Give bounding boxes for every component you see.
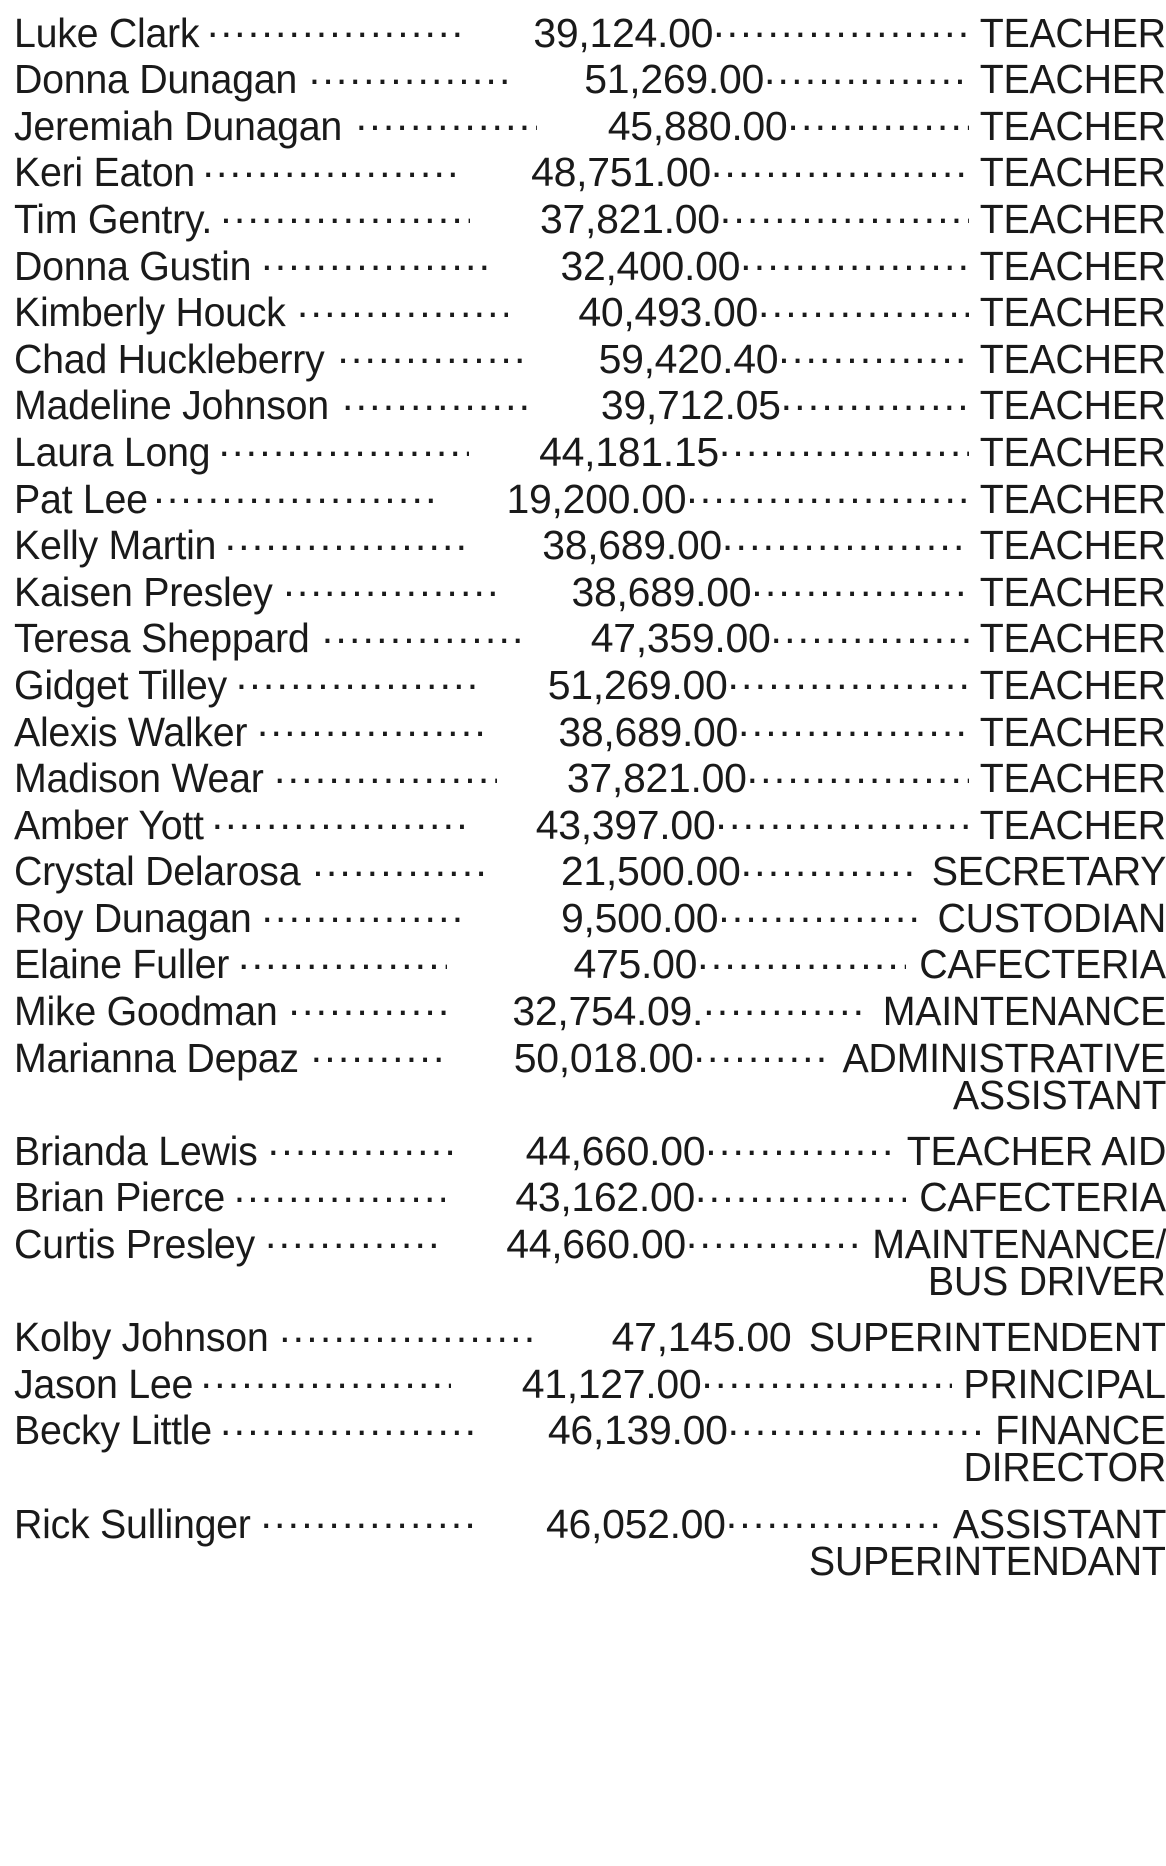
salary-amount: 50,018.00 [513, 1034, 694, 1081]
amount-cell [488, 709, 738, 756]
salary-amount: 40,493.00 [578, 289, 759, 336]
job-title: TEACHER [979, 195, 1166, 242]
employee-name: Rick Sullinger [14, 1500, 251, 1547]
job-title: CAFECTERIA [919, 941, 1166, 988]
dot-leader-name-to-amount [312, 839, 490, 886]
amount-cell [528, 336, 778, 383]
dot-leader-amount-to-title [718, 885, 925, 932]
dot-leader-amount-to-title [711, 140, 969, 187]
dot-leader-amount-to-title [778, 326, 969, 373]
employee-name: Elaine Fuller [14, 941, 230, 988]
dot-leader-name-to-amount [322, 606, 521, 653]
dot-leader-amount-to-title [703, 978, 868, 1025]
dot-leader-name-to-amount [201, 1351, 452, 1398]
dot-leader-name-to-amount [342, 373, 531, 420]
dot-leader-name-to-amount [236, 652, 478, 699]
dot-leader-name-to-amount [238, 932, 447, 979]
job-title: MAINTENANCE/ [872, 1221, 1166, 1268]
amount-cell [445, 1174, 695, 1221]
dot-leader-name-to-amount [279, 1305, 541, 1352]
dot-leader-name-to-amount [261, 885, 468, 932]
dot-leader-name-to-amount [356, 93, 538, 140]
employee-name: Tim Gentry. [14, 195, 213, 242]
amount-cell [455, 1128, 705, 1175]
job-title: TEACHER [979, 428, 1166, 475]
salary-amount: 19,200.00 [506, 475, 687, 522]
job-title: TEACHER [979, 289, 1166, 336]
amount-cell [477, 662, 727, 709]
dot-leader-amount-to-title [758, 280, 969, 327]
job-title-continuation-text: SUPERINTENDANT [809, 1537, 1166, 1584]
salary-amount: 43,397.00 [535, 801, 716, 848]
job-title: TEACHER AID [906, 1127, 1166, 1174]
dot-leader-amount-to-title [738, 699, 969, 746]
amount-cell [436, 1221, 686, 1268]
dot-leader-name-to-amount [288, 978, 453, 1025]
amount-cell [436, 476, 686, 523]
employee-name: Kaisen Presley [14, 568, 273, 615]
job-title: ASSISTANT [952, 1500, 1166, 1547]
dot-leader-amount-to-title [741, 839, 919, 886]
job-title: TEACHER [979, 661, 1166, 708]
amount-cell [469, 429, 719, 476]
job-title: TEACHER [979, 568, 1166, 615]
salary-amount: 38,689.00 [542, 522, 722, 569]
dot-leader-name-to-amount [220, 186, 469, 233]
employee-name: Laura Long [14, 428, 211, 475]
job-title: TEACHER [979, 242, 1166, 289]
dot-leader-amount-to-title [701, 1351, 952, 1398]
job-title: MAINTENANCE [882, 988, 1166, 1035]
dot-leader-amount-to-title [787, 93, 969, 140]
salary-amount: 46,052.00 [545, 1500, 726, 1547]
job-title: PRINCIPAL [963, 1360, 1166, 1407]
employee-name: Becky Little [14, 1407, 212, 1454]
dot-leader-amount-to-title [705, 1118, 893, 1165]
dot-leader-amount-to-title [713, 0, 969, 47]
employee-name: Mike Goodman [14, 988, 278, 1035]
dot-leader-amount-to-title [693, 1025, 826, 1072]
salary-amount: 59,420.40 [598, 335, 779, 382]
dot-leader-amount-to-title [720, 186, 969, 233]
employee-name: Brian Pierce [14, 1174, 225, 1221]
dot-leader-amount-to-title [697, 932, 906, 979]
employee-name: Madeline Johnson [14, 382, 329, 429]
dot-leader-amount-to-title [740, 233, 969, 280]
amount-cell [447, 941, 697, 988]
amount-cell [491, 848, 741, 895]
salary-amount: 37,821.00 [540, 195, 720, 242]
dot-leader-amount-to-title [747, 746, 970, 793]
dot-leader-name-to-amount [257, 699, 488, 746]
job-title: TEACHER [979, 56, 1166, 103]
salary-amount: 43,162.00 [515, 1174, 696, 1221]
salary-row [14, 1305, 1166, 1361]
employee-name: Gidget Tilley [14, 661, 227, 708]
dot-leader-name-to-amount [268, 1118, 456, 1165]
job-title: TEACHER [979, 801, 1166, 848]
dot-leader-name-to-amount [207, 0, 463, 47]
amount-cell [451, 1361, 701, 1408]
employee-name: Jeremiah Dunagan [14, 102, 342, 149]
employee-name: Jason Lee [14, 1360, 194, 1407]
amount-cell [472, 522, 722, 569]
salary-amount: 47,359.00 [590, 615, 771, 662]
dot-leader-name-to-amount [297, 280, 508, 327]
salary-amount: 32,754.09. [512, 988, 704, 1035]
employee-name: Donna Dunagan [14, 56, 297, 103]
employee-name: Luke Clark [14, 9, 200, 56]
job-title: CUSTODIAN [937, 894, 1166, 941]
salary-amount: 39,712.05 [600, 382, 781, 429]
employee-name: Brianda Lewis [14, 1127, 258, 1174]
dot-leader-name-to-amount [212, 792, 466, 839]
dot-leader-amount-to-title [764, 47, 969, 94]
amount-cell [514, 56, 764, 103]
salary-amount: 37,821.00 [566, 755, 747, 802]
salary-row [14, 1118, 1166, 1174]
dot-leader-amount-to-title [728, 1398, 986, 1445]
dot-leader-name-to-amount [274, 746, 497, 793]
job-title: ADMINISTRATIVE [842, 1034, 1166, 1081]
salary-amount: 51,269.00 [547, 661, 728, 708]
job-title: SUPERINTENDENT [809, 1314, 1166, 1361]
salary-amount: 39,124.00 [533, 9, 714, 56]
amount-cell [490, 243, 740, 290]
amount-cell [453, 988, 703, 1035]
job-title: SECRETARY [931, 848, 1166, 895]
salary-amount: 475.00 [573, 941, 698, 988]
employee-name: Kelly Martin [14, 522, 217, 569]
dot-leader-amount-to-title [719, 419, 969, 466]
employee-name: Alexis Walker [14, 708, 248, 755]
dot-leader-name-to-amount [153, 466, 436, 513]
job-title: TEACHER [979, 475, 1166, 522]
salary-amount: 32,400.00 [560, 242, 741, 289]
salary-amount: 38,689.00 [571, 568, 752, 615]
employee-name: Donna Gustin [14, 242, 252, 289]
salary-row [14, 1491, 1166, 1547]
job-title: TEACHER [979, 382, 1166, 429]
dot-leader-name-to-amount [311, 1025, 444, 1072]
dot-leader-name-to-amount [218, 419, 468, 466]
dot-leader-amount-to-title [781, 373, 970, 420]
dot-leader-name-to-amount [202, 140, 460, 187]
dot-leader-name-to-amount [220, 1398, 478, 1445]
job-title: FINANCE [995, 1407, 1166, 1454]
employee-name: Madison Wear [14, 755, 264, 802]
salary-amount: 45,880.00 [607, 102, 788, 149]
dot-leader-name-to-amount [261, 233, 490, 280]
dot-leader-amount-to-title [726, 1491, 941, 1538]
salary-amount: 44,660.00 [525, 1127, 706, 1174]
dot-leader-amount-to-title [751, 559, 969, 606]
amount-cell [470, 196, 720, 243]
dot-leader-amount-to-title [770, 606, 969, 653]
dot-leader-name-to-amount [337, 326, 528, 373]
salary-amount: 44,660.00 [506, 1221, 686, 1268]
employee-name: Curtis Presley [14, 1221, 255, 1268]
employee-name: Pat Lee [14, 475, 148, 522]
salary-amount: 46,139.00 [547, 1407, 728, 1454]
job-title-continuation-text: BUS DRIVER [928, 1258, 1166, 1305]
amount-cell [468, 895, 718, 942]
employee-name: Kimberly Houck [14, 289, 286, 336]
job-title: TEACHER [979, 102, 1166, 149]
salary-amount: 21,500.00 [560, 848, 741, 895]
job-title: TEACHER [979, 149, 1166, 196]
employee-name: Crystal Delarosa [14, 848, 301, 895]
salary-amount: 51,269.00 [584, 56, 764, 103]
employee-name: Kolby Johnson [14, 1314, 269, 1361]
job-title: TEACHER [979, 708, 1166, 755]
salary-amount: 44,181.15 [539, 428, 719, 475]
employee-name: Chad Huckleberry [14, 335, 325, 382]
dot-leader-amount-to-title [727, 652, 969, 699]
job-title: TEACHER [979, 335, 1166, 382]
salary-amount: 47,145.00 [611, 1314, 792, 1361]
employee-name: Marianna Depaz [14, 1034, 299, 1081]
salary-amount: 38,689.00 [558, 708, 739, 755]
amount-cell [501, 569, 751, 616]
amount-cell [478, 1407, 728, 1454]
salary-amount: 48,751.00 [531, 149, 711, 196]
dot-leader-amount-to-title [715, 792, 969, 839]
job-title: TEACHER [979, 9, 1166, 56]
dot-leader-amount-to-title [686, 1211, 857, 1258]
amount-cell [476, 1501, 726, 1548]
employee-name: Teresa Sheppard [14, 615, 310, 662]
job-title-continuation-text: DIRECTOR [963, 1444, 1166, 1491]
dot-leader-name-to-amount [309, 47, 514, 94]
job-title: TEACHER [979, 755, 1166, 802]
employee-name: Roy Dunagan [14, 894, 252, 941]
job-title: TEACHER [979, 522, 1166, 569]
job-title-continuation-text: ASSISTANT [952, 1071, 1166, 1118]
dot-leader-name-to-amount [225, 513, 472, 560]
amount-cell [508, 289, 758, 336]
dot-leader-name-to-amount [234, 1165, 445, 1212]
salary-row [14, 0, 1166, 56]
dot-leader-name-to-amount [265, 1211, 436, 1258]
dot-leader-amount-to-title [695, 1165, 906, 1212]
amount-cell [461, 149, 711, 196]
dot-leader-amount-to-title [686, 466, 969, 513]
salary-amount: 9,500.00 [561, 894, 719, 941]
amount-cell [497, 755, 747, 802]
dot-leader-amount-to-title [722, 513, 969, 560]
dot-leader-name-to-amount [283, 559, 501, 606]
employee-name: Keri Eaton [14, 149, 195, 196]
job-title: TEACHER [979, 615, 1166, 662]
amount-cell [443, 1035, 693, 1082]
job-title: CAFECTERIA [919, 1174, 1166, 1221]
amount-cell [465, 802, 715, 849]
dot-leader-name-to-amount [260, 1491, 475, 1538]
employee-name: Amber Yott [14, 801, 204, 848]
salary-amount: 41,127.00 [521, 1360, 702, 1407]
